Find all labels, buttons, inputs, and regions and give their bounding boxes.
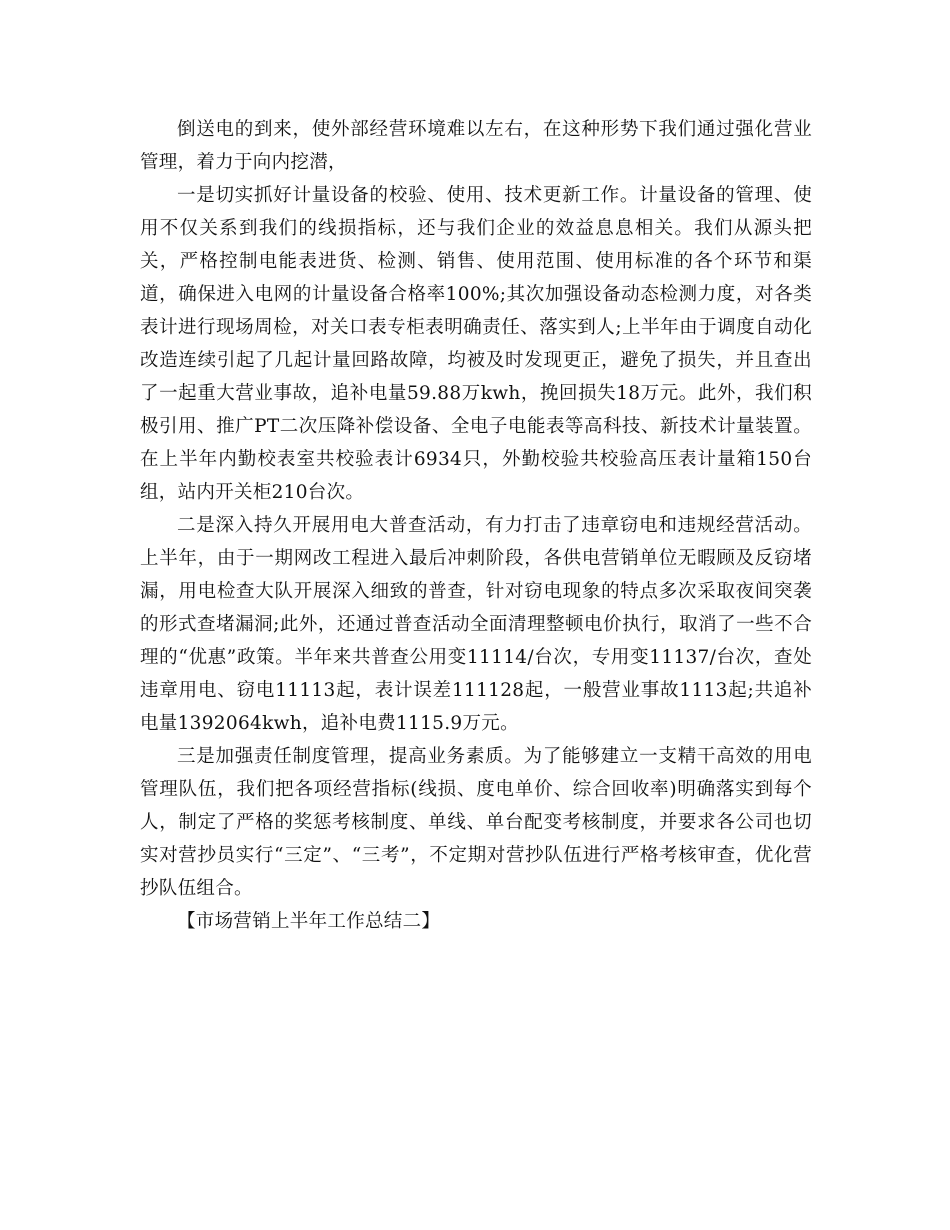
document-body (140, 113, 812, 938)
section-heading: 【市场营销上半年工作总结二】 (177, 911, 441, 932)
paragraph-responsibility: 三是加强责任制度管理，提高业务素质。为了能够建立一支精干高效的用电管理队伍，我们把各项经营指标(线损、度电单价、综合回收率)明确落实到每个人，制定了严格的奖惩考核制度、单线、单台配变考核制度，并要求各公司也切实对营抄员实行“三定”、“三考”，不定期对营抄队伍进行严格考核审查，优化营抄队伍组合。 (140, 746, 812, 899)
paragraph-intro: 倒送电的到来，使外部经营环境难以左右，在这种形势下我们通过强化营业管理，着力于向内挖潜， (140, 119, 812, 173)
paragraph-inspection: 二是深入持久开展用电大普查活动，有力打击了违章窃电和违规经营活动。上半年，由于一期网改工程进入最后冲刺阶段，各供电营销单位无暇顾及反窃堵漏，用电检查大队开展深入细致的普查，针对窃电现象的特点多次采取夜间突袭的形式查堵漏洞;此外，还通过普查活动全面清理整顿电价执行，取消了一些不合理的“优惠”政策。半年来共普查公用变11114/台次，专用变11137/台次，查处违章用电、窃电11113起，表计误差111128起，一般营业事故1113起;共追补电量1392064kwh，追补电费1115.9万元。 (140, 515, 812, 734)
paragraph-metering: 一是切实抓好计量设备的校验、使用、技术更新工作。计量设备的管理、使用不仅关系到我们的线损指标，还与我们企业的效益息息相关。我们从源头把关，严格控制电能表进货、检测、销售、使用范围、使用标准的各个环节和渠道，确保进入电网的计量设备合格率100%;其次加强设备动态检测力度，对各类表计进行现场周检，对关口表专柜表明确责任、落实到人;上半年由于调度自动化改造连续引起了几起计量回路故障，均被及时发现更正，避免了损失，并且查出了一起重大营业事故，追补电量59.88万kwh，挽回损失18万元。此外，我们积极引用、推广PT二次压降补偿设备、全电子电能表等高科技、新技术计量装置。在上半年内勤校表室共校验表计6934只，外勤校验共校验高压表计量箱150台组，站内开关柜210台次。 (140, 185, 812, 503)
